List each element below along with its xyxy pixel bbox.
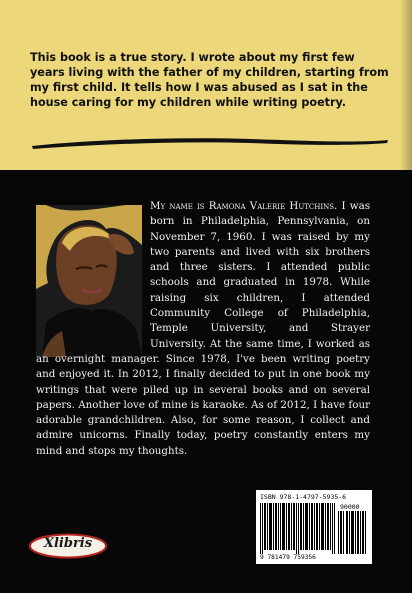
brush-stroke-divider: [30, 134, 390, 152]
photo-spacer: [36, 199, 150, 350]
publisher-logo-text: Xlibris: [43, 536, 93, 551]
spine-shadow: [400, 0, 412, 593]
isbn-digits: 9 781479 759356: [260, 554, 316, 561]
author-bio: [36, 199, 370, 459]
isbn-label: ISBN 978-1-4797-5935-6: [260, 493, 347, 501]
author-bio-body: I was born in Philadelphia, Pennsylvania, on November 7, 1960. I was raised by my two parents and lived with six brothers and three sisters. I attended public schools and graduated in 1978. While raising six children, I attended Community College of Philadelphia, Temple University, and Strayer University. At the same time, I worked as an overnight manager. Since 1978, I've been writing poetry and enjoyed it. In 2012, I finally decided to put in one book my writings that were piled up in several books and on several papers. Another love of mine is karaoke. As of 2012, I have four adorable grandchildren. Also, for some reason, I collect and admire unicorns. Finally today, poetry constantly enters my mind and stops my thoughts.: [36, 200, 370, 457]
isbn-barcode: [256, 490, 372, 564]
book-blurb: This book is a true story. I wrote about my first few years living with the father of my children, starting from my first child. It tells how I was abused as I sat in the house caring for my children while writing poetry.: [30, 51, 389, 109]
top-panel: [0, 0, 412, 170]
ean-barcode-bars: [260, 503, 336, 554]
addon-barcode-bars: [338, 511, 368, 554]
author-name-lead: My name is Ramona Valerie Hutchins.: [150, 200, 338, 212]
price-code: 90000: [340, 503, 360, 511]
